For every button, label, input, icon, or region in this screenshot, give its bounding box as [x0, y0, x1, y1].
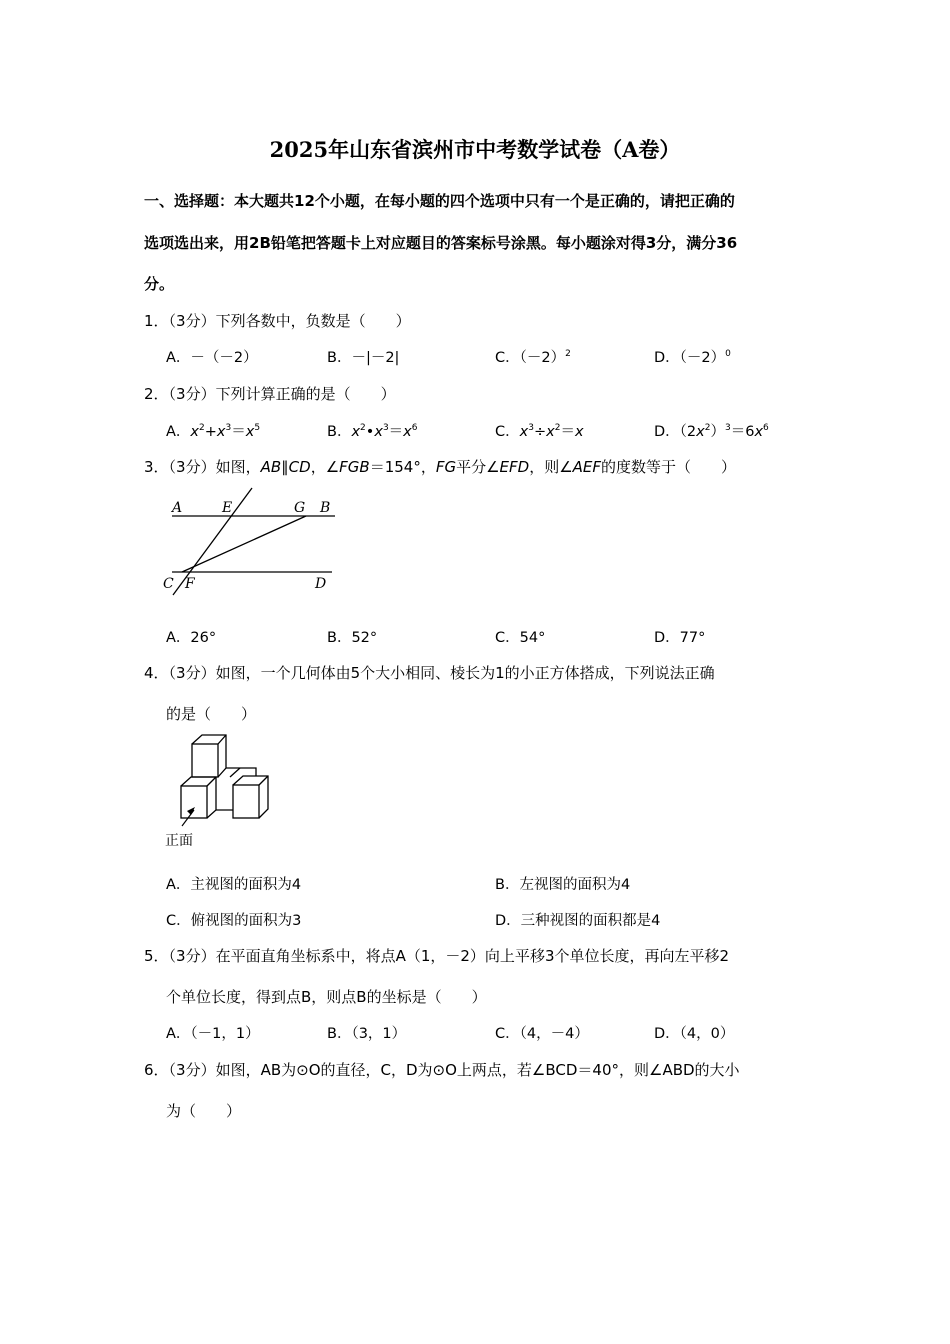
label-g: G [294, 500, 306, 516]
question-1-stem: 1．（3分）下列各数中，负数是（ ） [144, 312, 411, 330]
question-4-option-c: C．俯视图的面积为3 [166, 913, 302, 929]
label-f: F [185, 576, 195, 592]
page-title: 2025年山东省滨州市中考数学试卷（A卷） [269, 137, 681, 162]
question-3-option-b: B．52° [327, 630, 378, 646]
question-2-option-a: A．$x^2+x^3=x^5$ [166, 423, 261, 440]
label-c: C [163, 576, 174, 592]
question-2-option-b: B．$x^2•x^3=x^6$ [327, 423, 418, 440]
question-1-option-d: D．$(-2)^0$ [654, 349, 731, 366]
question-3-option-d: D．77° [654, 630, 706, 646]
label-e: E [222, 500, 233, 516]
front-view-label: 正面 [165, 833, 193, 849]
question-3-figure [160, 485, 340, 600]
question-2-stem: 2．（3分）下列计算正确的是（ ） [144, 385, 396, 403]
question-2-option-c: C．$x^3\div x^2=x$ [495, 423, 584, 440]
question-3-stem: 3．（3分）如图，AB∥CD，∠FGB＝154°，FG平分∠EFD，则∠AEF的度数等于（ ） [144, 458, 737, 476]
question-3-option-c: C．54° [495, 630, 546, 646]
question-4-option-d: D．三种视图的面积都是4 [495, 913, 661, 929]
label-a: A [172, 500, 183, 516]
question-3-option-a: A．26° [166, 630, 217, 646]
question-5-option-a: A．（－1，1） [166, 1026, 260, 1042]
question-2-option-d: D．$(2x^2)^3=6x^6$ [654, 423, 769, 440]
section-heading-line-2: 选项选出来，用2B铅笔把答题卡上对应题目的答案标号涂黑。每小题涂对得3分，满分36 [144, 234, 738, 252]
question-5-stem-line-2: 个单位长度，得到点B，则点B的坐标是（ ） [166, 988, 487, 1006]
label-d: D [315, 576, 327, 592]
question-6-stem-line-2: 为（ ） [166, 1102, 242, 1120]
question-4-stem-line-1: 4．（3分）如图，一个几何体由5个大小相同、棱长为1的小正方体搭成，下列说法正确 [144, 664, 715, 682]
section-heading-line-1: 一、选择题：本大题共12个小题，在每小题的四个选项中只有一个是正确的，请把正确的 [144, 192, 735, 210]
question-4-stem-line-2: 的是（ ） [166, 705, 257, 723]
question-6-stem-line-1: 6．（3分）如图，AB为⊙O的直径，C，D为⊙O上两点，若∠BCD＝40°，则∠ABD的大小 [144, 1061, 740, 1079]
question-4-option-a: A．主视图的面积为4 [166, 877, 302, 893]
question-1-option-a: A．－（－2） [166, 350, 258, 366]
label-b: B [320, 500, 331, 516]
question-1-option-b: B．－|－2| [327, 350, 400, 366]
question-5-option-c: C．（4，－4） [495, 1026, 589, 1042]
question-1-option-c: C．$(-2)^2$ [495, 349, 571, 366]
question-4-option-b: B．左视图的面积为4 [495, 877, 631, 893]
question-5-option-b: B．（3，1） [327, 1026, 407, 1042]
section-heading-line-3: 分。 [144, 275, 175, 293]
question-5-option-d: D．（4，0） [654, 1026, 735, 1042]
question-4-cube-figure [160, 732, 280, 852]
question-5-stem-line-1: 5．（3分）在平面直角坐标系中，将点A（1，－2）向上平移3个单位长度，再向左平移2 [144, 947, 730, 965]
line-fg [182, 516, 306, 572]
